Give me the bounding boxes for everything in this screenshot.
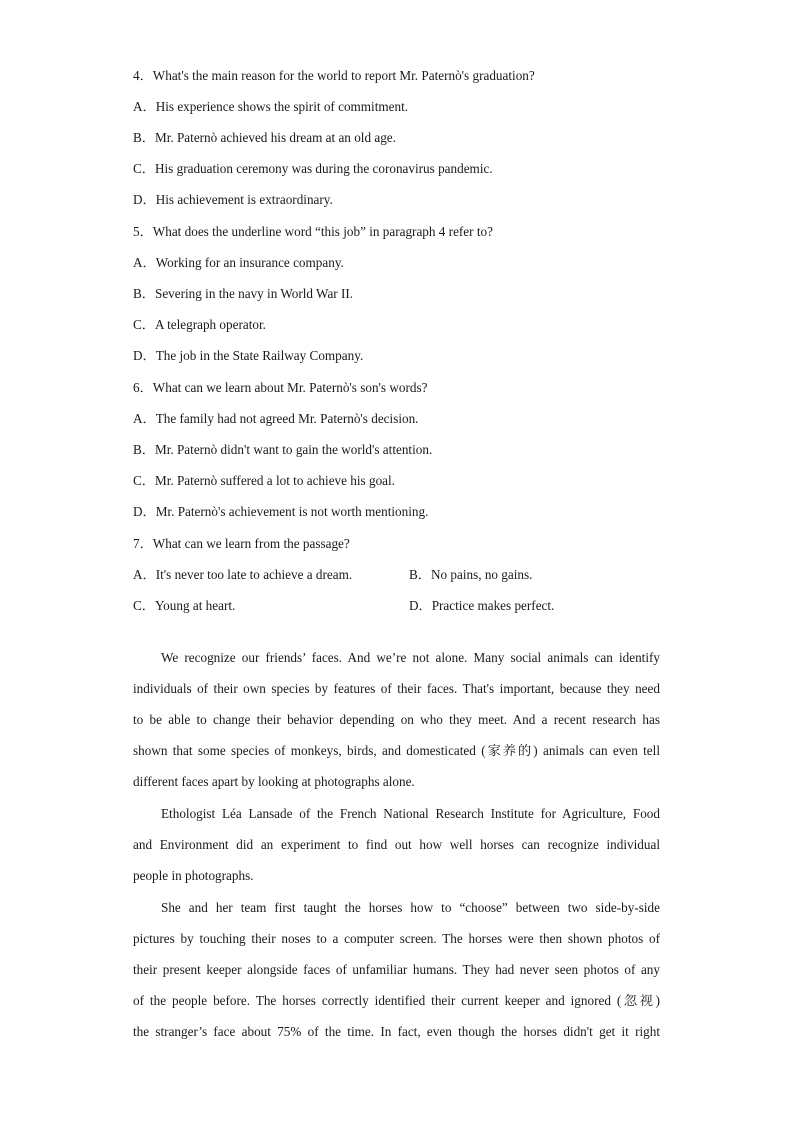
passage-paragraph-3 bbox=[133, 892, 660, 1047]
passage-line: of the people before. The horses correctly identified their current keeper and ignored (忽视) bbox=[133, 993, 660, 1009]
question-5-option-a: A．Working for an insurance company. bbox=[133, 255, 344, 270]
passage-line: Ethologist Léa Lansade of the French National Research Institute for Agriculture, Food bbox=[161, 806, 660, 821]
passage-line: the stranger’s face about 75% of the time. In fact, even though the horses didn't get it right bbox=[133, 1024, 660, 1040]
question-6-option-d: D．Mr. Paternò's achievement is not worth mentioning. bbox=[133, 504, 429, 519]
question-7-stem: 7．What can we learn from the passage? bbox=[133, 536, 350, 551]
question-7-option-d: D．Practice makes perfect. bbox=[409, 598, 555, 613]
question-4-option-c: C．His graduation ceremony was during the coronavirus pandemic. bbox=[133, 161, 493, 176]
question-6-option-a: A．The family had not agreed Mr. Paternò's decision. bbox=[133, 411, 419, 426]
question-4-option-a: A．His experience shows the spirit of commitment. bbox=[133, 99, 409, 114]
question-7-option-c: C．Young at heart. bbox=[133, 598, 236, 613]
question-5-option-d: D．The job in the State Railway Company. bbox=[133, 348, 364, 363]
passage-paragraph-1 bbox=[133, 642, 660, 797]
question-5-option-c: C．A telegraph operator. bbox=[133, 317, 266, 332]
passage-paragraph-2 bbox=[133, 798, 660, 891]
passage-line: She and her team first taught the horses how to “choose” between two side-by-side bbox=[161, 900, 660, 915]
passage-line: We recognize our friends’ faces. And we’re not alone. Many social animals can identify bbox=[161, 650, 660, 665]
passage-line: people in photographs. bbox=[133, 868, 254, 884]
passage-line: to be able to change their behavior depending on who they meet. And a recent research has bbox=[133, 712, 660, 728]
passage-line: and Environment did an experiment to find out how well horses can recognize individual bbox=[133, 837, 660, 853]
question-6-option-b: B．Mr. Paternò didn't want to gain the world's attention. bbox=[133, 442, 433, 457]
question-6-option-c: C．Mr. Paternò suffered a lot to achieve his goal. bbox=[133, 473, 395, 488]
question-4-option-d: D．His achievement is extraordinary. bbox=[133, 192, 333, 207]
passage-line: pictures by touching their noses to a computer screen. The horses were then shown photos of bbox=[133, 931, 660, 947]
question-4-stem: 4．What's the main reason for the world to report Mr. Paternò's graduation? bbox=[133, 68, 535, 83]
question-7-option-a: A．It's never too late to achieve a dream. bbox=[133, 567, 353, 582]
passage-line: different faces apart by looking at photographs alone. bbox=[133, 774, 415, 790]
question-6-stem: 6．What can we learn about Mr. Paternò's son's words? bbox=[133, 380, 428, 395]
question-4-option-b: B．Mr. Paternò achieved his dream at an old age. bbox=[133, 130, 396, 145]
question-7-option-b: B．No pains, no gains. bbox=[409, 567, 533, 582]
passage-line: shown that some species of monkeys, birds, and domesticated (家养的) animals can even tell bbox=[133, 743, 660, 759]
passage-line: their present keeper alongside faces of unfamiliar humans. They had never seen photos of any bbox=[133, 962, 660, 978]
question-5-stem: 5．What does the underline word “this job” in paragraph 4 refer to? bbox=[133, 224, 493, 239]
passage-line: individuals of their own species by features of their faces. That's important, because they need bbox=[133, 681, 660, 697]
question-5-option-b: B．Severing in the navy in World War II. bbox=[133, 286, 354, 301]
